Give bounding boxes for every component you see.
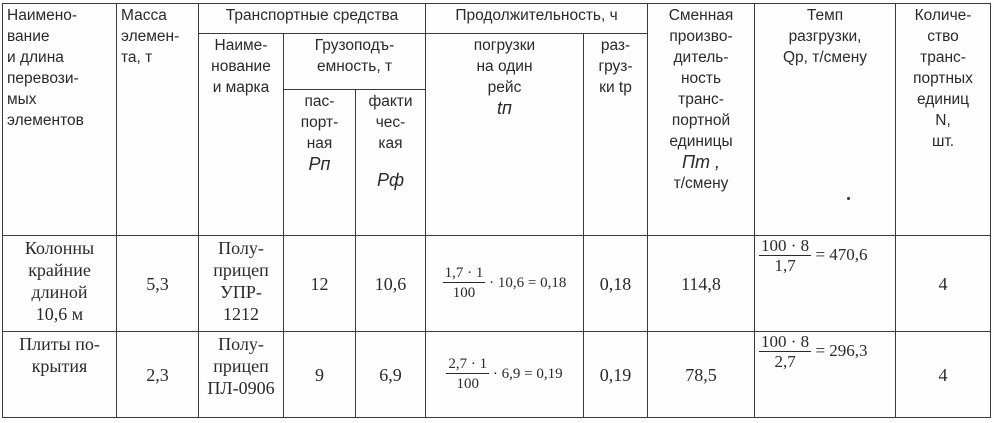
row-mass: 2,3 (117, 332, 199, 418)
table-row (3, 332, 991, 418)
row-loading-formula: $\frac{1,7 \cdot 1}{100}$ · 10,6 = 0,18 (426, 236, 584, 332)
transport-table (2, 3, 991, 418)
row-actual-capacity: 6,9 (356, 332, 426, 418)
row-vehicle: Полу- прицеп ПЛ-0906 (199, 332, 284, 418)
row-rate-formula: $\frac{100 \cdot 8}{1,7}$ = 470,6 (755, 236, 896, 332)
header-capacity-group: Грузоподъ- емность, т (284, 34, 426, 90)
header-vehicle-name: Наиме- нование и марка (199, 34, 284, 236)
header-transport-group: Транспортные средства (199, 4, 426, 34)
header-units-count: Количе- ство транс- портных единиц N, шт. (896, 4, 991, 236)
header-loading-duration: погрузки на один рейс tп (426, 34, 584, 236)
header-capacity-actual: факти чес- кая Pф (356, 90, 426, 236)
row-vehicle: Полу- прицеп УПР- 1212 (199, 236, 284, 332)
header-element-name: Наимено- вание и длина перевози- мых элементов (3, 4, 117, 236)
loading-symbol: tп (497, 98, 512, 118)
row-count: 4 (896, 236, 991, 332)
row-passport-capacity: 12 (284, 236, 356, 332)
productivity-symbol: Пт , (681, 152, 721, 172)
header-duration-group: Продолжительность, ч (426, 4, 648, 34)
row-passport-capacity: 9 (284, 332, 356, 418)
row-unloading-time: 0,18 (584, 236, 648, 332)
row-count: 4 (896, 332, 991, 418)
header-unloading-rate: Темп разгрузки, Qр, т/смену (755, 4, 896, 236)
header-element-mass: Масса элемен- та, т (117, 4, 199, 236)
row-loading-formula: $\frac{2,7 \cdot 1}{100}$ · 6,9 = 0,19 (426, 332, 584, 418)
row-productivity: 114,8 (648, 236, 755, 332)
row-unloading-time: 0,19 (584, 332, 648, 418)
row-productivity: 78,5 (648, 332, 755, 418)
header-capacity-passport: пас- порт- ная Pп (284, 90, 356, 236)
header-shift-productivity: Сменная произво- дитель- ность транс- портной единицы Пт , т/смену (648, 4, 755, 236)
actual-symbol: Pф (376, 170, 405, 190)
row-rate-formula: $\frac{100 \cdot 8}{2,7}$ = 296,3 (755, 332, 896, 418)
table-row (3, 236, 991, 332)
passport-symbol: Pп (308, 154, 331, 174)
row-actual-capacity: 10,6 (356, 236, 426, 332)
row-mass: 5,3 (117, 236, 199, 332)
header-unloading-duration: раз- груз- ки tр (584, 34, 648, 236)
row-element-name: Колонны крайние длиной 10,6 м (3, 236, 117, 332)
scan-speck (847, 197, 850, 200)
row-element-name: Плиты по- крытия (3, 332, 117, 418)
